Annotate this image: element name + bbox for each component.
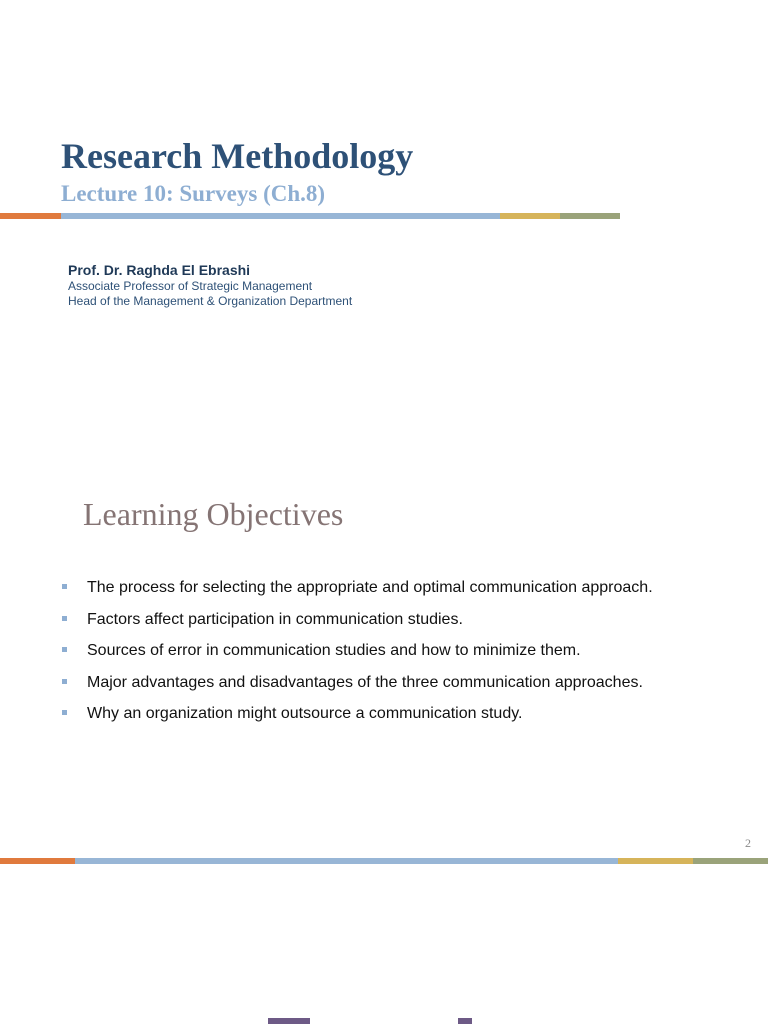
lecture-subtitle: Lecture 10: Surveys (Ch.8): [61, 181, 326, 206]
title-slide: [0, 0, 768, 432]
page-number: 2: [745, 836, 751, 850]
square-bullet-icon: [62, 584, 67, 589]
accent-bar-orange-segment: [0, 213, 61, 219]
accent-bar-orange-segment: [0, 858, 75, 864]
author-position: Associate Professor of Strategic Management: [68, 279, 313, 293]
objective-text: Major advantages and disadvantages of the three communication approaches.: [87, 673, 643, 691]
list-item: [62, 578, 653, 610]
square-bullet-icon: [62, 679, 67, 684]
list-item: [62, 641, 581, 673]
accent-bar-olive-segment: [560, 213, 620, 219]
accent-bar-gold-segment: [618, 858, 693, 864]
accent-bar-blue-segment: [75, 858, 618, 864]
objective-text: Sources of error in communication studies and how to minimize them.: [87, 642, 581, 659]
objective-text: The process for selecting the appropriate and optimal communication approach.: [87, 579, 653, 596]
title-accent-bar: [0, 213, 620, 219]
footer-accent-bar: [0, 858, 768, 864]
objectives-list: [62, 578, 653, 736]
objective-text: Why an organization might outsource a communication study.: [87, 705, 523, 722]
square-bullet-icon: [62, 616, 67, 621]
list-item: [62, 610, 463, 642]
presentation-title: Research Methodology: [61, 136, 414, 176]
author-name: Prof. Dr. Raghda El Ebrashi: [68, 262, 251, 278]
author-department: Head of the Management & Organization Department: [68, 294, 353, 308]
list-item: [62, 673, 643, 705]
square-bullet-icon: [62, 710, 67, 715]
learning-objectives-heading: Learning Objectives: [83, 496, 344, 532]
next-slide-partial: [0, 872, 768, 1024]
list-item: [62, 704, 523, 736]
learning-objectives-slide: [0, 432, 768, 872]
objective-text: Factors affect participation in communication studies.: [87, 610, 463, 628]
author-block: [68, 262, 352, 309]
accent-bar-blue-segment: [61, 213, 500, 219]
accent-bar-olive-segment: [693, 858, 768, 864]
accent-bar-gold-segment: [500, 213, 560, 219]
cropped-title-fragment: [262, 1012, 502, 1024]
square-bullet-icon: [62, 647, 67, 652]
